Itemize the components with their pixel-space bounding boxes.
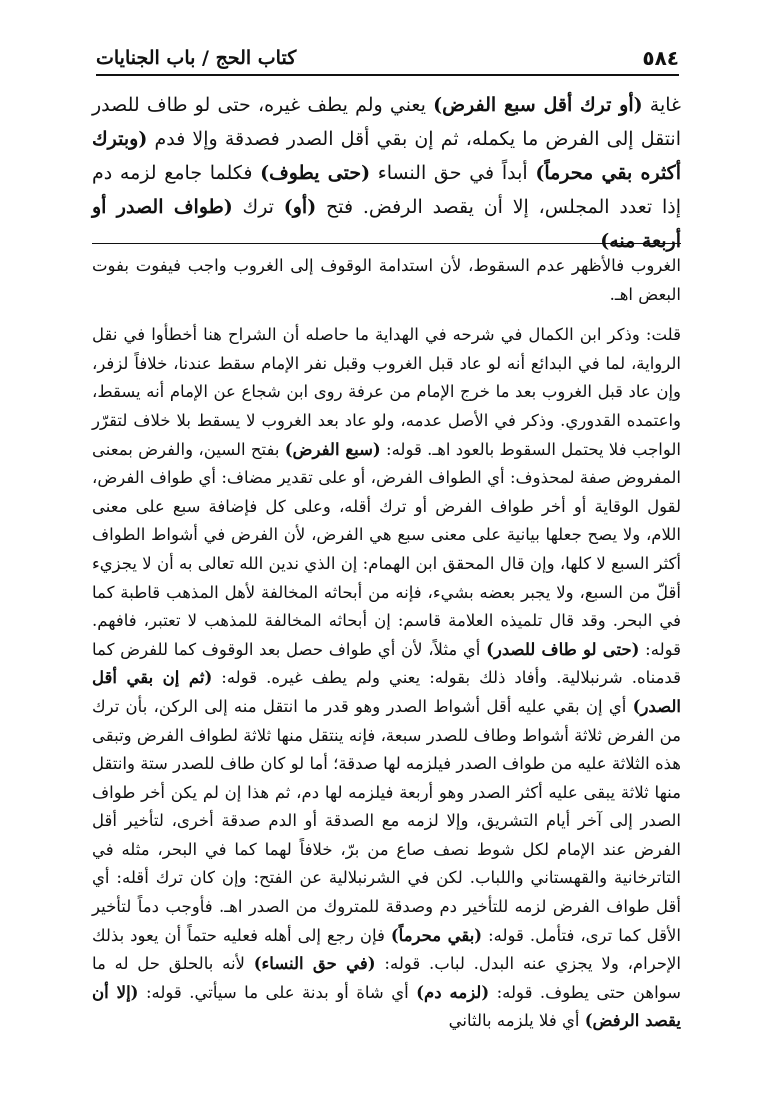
commentary-segment: قلت: وذكر ابن الكمال في شرحه في الهداية ما حاصله أن الشراح هنا أخطأوا في نقل الرواية، لما في البدائع أنه لو عاد قبل الغروب وقبل نفر الإمام سقط عندنا، خلافاً لزفر، وإن عاد قبل الغروب بعد ما خرج الإمام من عرفة روى ابن شجاع عن الإمام أنه يسقط، واعتمده القدوري. وذكر في الأصل عدمه، ولو عاد بعد الغروب لا يسقط بلا خلاف لتقرّر الواجب فلا يحتمل السقوط بالعود اهـ. قوله:: [92, 325, 681, 459]
main-text-quote: (حتى يطوف): [260, 162, 371, 184]
page-header: [96, 42, 679, 76]
commentary-paragraph: [92, 321, 681, 1036]
commentary-segment: بفتح السين، والفرض بمعنى المفروض صفة لمحذوف: أي الطواف الفرض، أو على تقدير مضاف: أي طواف الفرض، لقول الوقاية أو أخر طواف الفرض أو ترك أقله، وعلى كل فإضافة سبع على معنى اللام، ولا يصح جعلها بيانية على معنى سبع هي الفرض، لأن الفرض في أشواط الطواف أكثر السبع لا كلها، وإن قال المحقق ابن الهمام: إن الذي ندين الله تعالى به أن لا يجزيء أقلّ من السبع، ولا يجبر بعضه بشيء، فإنه من أبحاثه المخالفة لأهل المذهب قاطبة كما في البحر. وقد قال تلميذه العلامة قاسم: إن أبحاثه المخالفة للمذهب لا تعتبر، فافهم. قوله:: [92, 439, 682, 659]
main-paragraph: [92, 88, 681, 258]
commentary-paragraph: الغروب فالأظهر عدم السقوط، لأن استدامة الوقوف إلى الغروب واجب فيفوت بفوت البعض اهـ.: [92, 256, 681, 304]
commentary-quote: (لزمه دم): [416, 982, 490, 1002]
section-divider: [92, 243, 681, 244]
main-text-quote: (طواف الصدر أو أربعة منه): [92, 196, 681, 252]
commentary-quote: (سبع الفرض): [284, 439, 381, 459]
commentary-segment: أي إن بقي عليه أقل أشواط الصدر وهو قدر ما انتقل منه إلى الركن، بأن ترك من الفرض ثلاثة أشواط وطاف للصدر سبعة، فإنه ينتقل منها ثلاثة لطواف الفرض وتبقى هذه الثلاثة عليه من طواف الصدر فيلزمه لها صدقة؛ أما لو كان طاف للصدر ستة وانتقل منها ثلاثة يبقى عليه أكثر الصدر وهو أربعة فيلزمه لها دم، ثم هذا إن لم يكن أخر طواف الصدر إلى آخر أيام التشريق، وإلا لزمه مع الصدقة أو الدم صدقة أخرى، لتأخير أقل الفرض عند الإمام لكل شوط نصف صاع من برّ، خلافاً لهما كما في البحر، مثله في التاترخانية والقهستاني واللباب. لكن في الشرنبلالية عن الفتح: وإن كان ترك أقله: أي أقل طواف الفرض لزمه للتأخير دم وصدقة للمتروك من الصدر اهـ. فأوجب دماً لتأخير الأقل كما ترى، فتأمل. قوله:: [92, 696, 681, 945]
main-text-quote: (أو ترك أقل سبع الفرض): [433, 94, 643, 116]
commentary-segment: لأنه بالحلق حل له ما سواهن حتى يطوف. قوله:: [92, 954, 681, 1002]
commentary-block: [92, 252, 681, 1036]
commentary-quote: (حتى لو طاف للصدر): [486, 639, 640, 659]
page-number: ٥٨٤: [642, 46, 679, 70]
commentary-segment: أي شاة أو بدنة على ما سيأتي. قوله:: [138, 982, 417, 1002]
main-text-quote: (وبترك أكثره بقي محرماً): [92, 128, 681, 184]
main-text-segment: غاية: [642, 94, 681, 116]
main-text-segment: فكلما جامع لزمه دم إذا تعدد المجلس، إلا أن يقصد الرفض. فتح: [92, 162, 682, 218]
main-text-segment: يعني ولم يطف غيره، حتى لو طاف للصدر انتقل إلى الفرض ما يكمله، ثم إن بقي أقل الصدر فصدقة وإلا فدم: [92, 94, 681, 150]
commentary-quote: (ثم إن بقي أقل الصدر): [92, 668, 681, 716]
main-text-quote: (أو): [283, 196, 317, 218]
running-title: كتاب الحج / باب الجنايات: [96, 47, 297, 69]
main-text-block: [92, 88, 681, 258]
commentary-segment: أي فلا يلزمه بالثاني: [448, 1011, 585, 1031]
main-text-segment: ترك: [232, 196, 284, 218]
commentary-quote: (بقي محرماً): [390, 925, 483, 945]
commentary-quote: (في حق النساء): [253, 954, 376, 974]
commentary-quote: (إلا أن يقصد الرفض): [92, 982, 681, 1031]
main-text-segment: أبداً في حق النساء: [370, 162, 536, 184]
commentary-segment: فإن رجع إلى أهله فعليه حتماً أن يعود بذلك الإحرام، ولا يجزي عنه البدل. لباب. قوله:: [92, 925, 681, 974]
commentary-segment: أي مثلاً، لأن أي طواف حصل بعد الوقوف كما للفرض كما قدمناه. شرنبلالية. وأفاد ذلك بقوله: يعني ولم يطف غيره. قوله:: [92, 639, 681, 688]
